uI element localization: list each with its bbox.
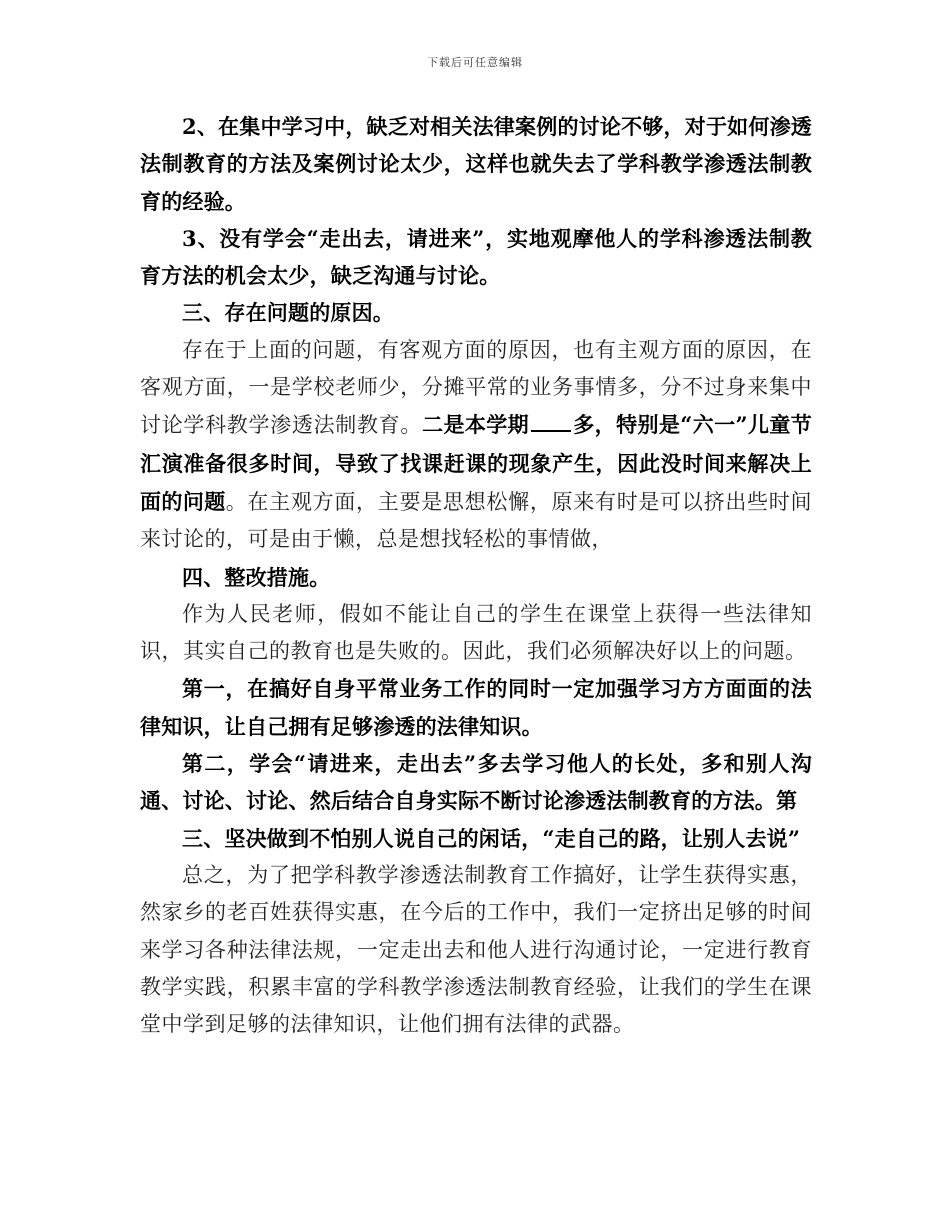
paragraph-causes — [140, 332, 812, 559]
paragraph-teacher-duty: 作为人民老师，假如不能让自己的学生在课堂上获得一些法律知识，其实自己的教育也是失败的。因此，我们必须解决好以上的问题。 — [140, 601, 812, 664]
causes-bold-text-a: 二是本学期 — [422, 412, 530, 438]
section-heading-measures: 四、整改措施。 — [182, 564, 331, 590]
section-heading-causes: 三、存在问题的原因。 — [182, 300, 394, 326]
paragraph-measure-1: 第一，在搞好自身平常业务工作的同时一定加强学习方方面面的法律知识，让自己拥有足够渗透的法律知识。 — [140, 676, 812, 739]
paragraph-point-3: 3、没有学会“走出去，请进来”，实地观摩他人的学科渗透法制教育方法的机会太少，缺乏沟通与讨论。 — [140, 225, 812, 289]
causes-bold-text-b: 多，特别是“六一”儿童节汇演准备很多时间，导致了找课赶课的现象产生，因此没时间来解决上面的问题 — [140, 412, 813, 514]
document-body — [140, 108, 812, 1043]
paragraph-conclusion: 总之，为了把学科教学渗透法制教育工作搞好，让学生获得实惠，然家乡的老百姓获得实惠，在今后的工作中，我们一定挤出足够的时间来学习各种法律法规，一定走出去和他人进行沟通讨论，一定进行教育教学实践，积累丰富的学科教学渗透法制教育经验，让我们的学生在课堂中学到足够的法律知识，让他们拥有法律的武器。 — [140, 862, 812, 1037]
paragraph-measure-2: 第二，学会“请进来，走出去”多去学习他人的长处，多和别人沟通、讨论、讨论、然后结合自身实际不断讨论渗透法制教育的方法。第 — [140, 751, 812, 814]
page-header: 下载后可任意编辑 — [427, 56, 523, 69]
causes-objective-text: 存在于上面的问题，有客观方面的原因，也有主观方面的原因，在客观方面，一是学校老师少，分摊平常的业务事情多，分不过身来集中讨论学科教学渗透法制教育。 — [140, 337, 812, 438]
paragraph-measure-3: 三、坚决做到不怕别人说自己的闲话，“走自己的路，让别人去说” — [182, 825, 801, 851]
paragraph-point-2: 2、在集中学习中，缺乏对相关法律案例的讨论不够，对于如何渗透法制教育的方法及案例讨论太少，这样也就失去了学科教学渗透法制教育的经验。 — [140, 114, 812, 214]
causes-subjective-text: 。在主观方面，主要是思想松懈，原来有时是可以挤出些时间来讨论的，可是由于懒，总是想找轻松的事情做， — [140, 489, 812, 552]
fill-in-blank — [531, 412, 571, 432]
